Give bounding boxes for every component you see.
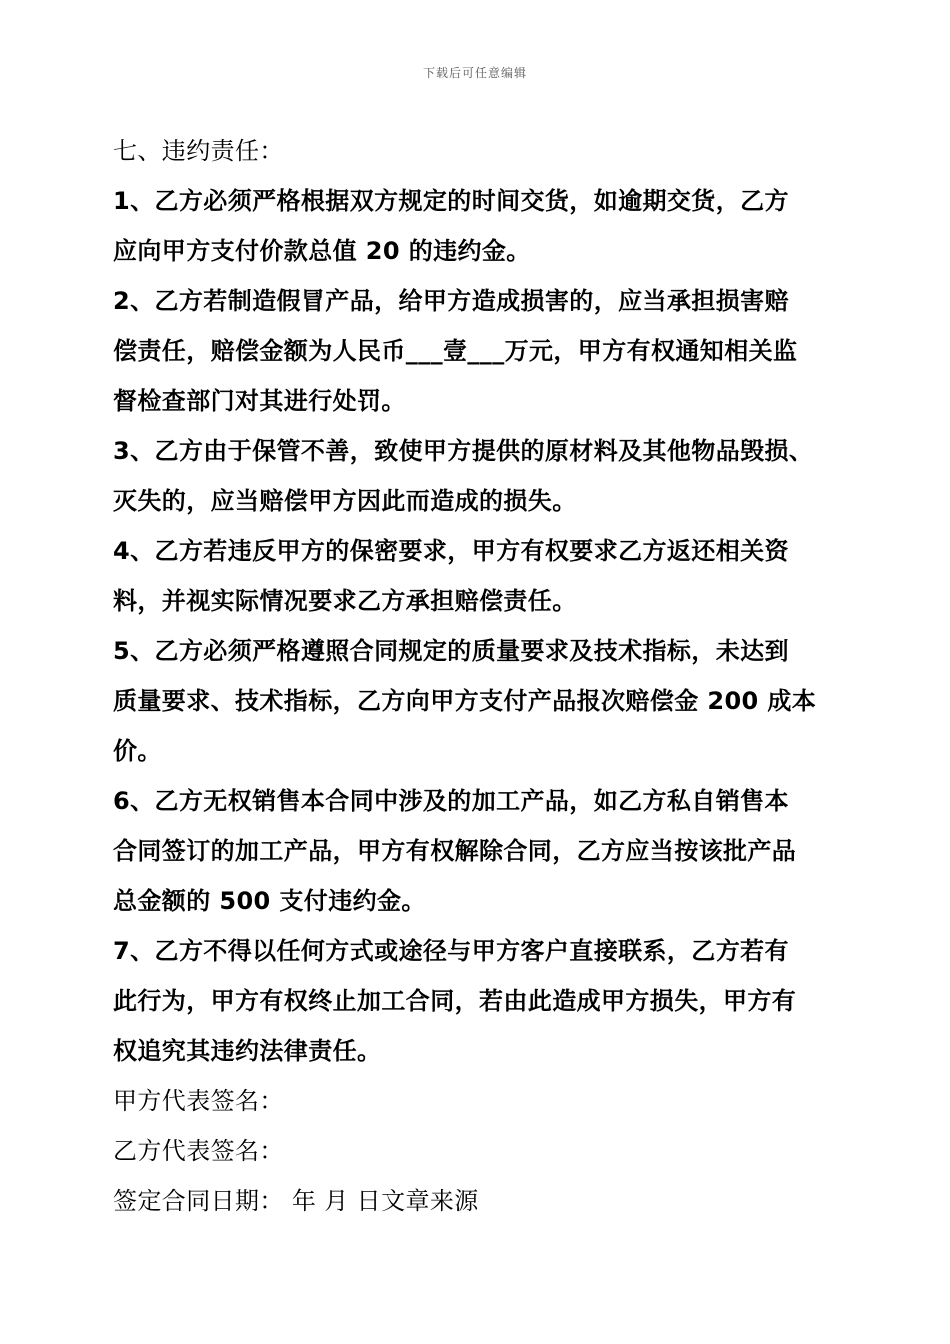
section-heading: 七、违约责任： — [113, 137, 284, 165]
party-b-signature: 乙方代表签名： — [113, 1137, 284, 1165]
clause-5-line-3: 价。 — [113, 737, 162, 765]
clause-2-line-2: 偿责任，赔偿金额为人民币___壹___万元，甲方有权通知相关监 — [113, 337, 798, 365]
clause-3-line-1: 3、乙方由于保管不善，致使甲方提供的原材料及其他物品毁损、 — [113, 437, 814, 465]
clause-6-line-3: 总金额的 500 支付违约金。 — [113, 887, 426, 915]
clause-3-line-2: 灭失的，应当赔偿甲方因此而造成的损失。 — [113, 487, 577, 515]
clause-7-line-1: 7、乙方不得以任何方式或途径与甲方客户直接联系，乙方若有 — [113, 937, 789, 965]
clause-4-line-2: 料，并视实际情况要求乙方承担赔偿责任。 — [113, 587, 577, 615]
clause-2-line-3: 督检查部门对其进行处罚。 — [113, 387, 406, 415]
clause-7-line-2: 此行为，甲方有权终止加工合同，若由此造成甲方损失，甲方有 — [113, 987, 797, 1015]
clause-5-line-1: 5、乙方必须严格遵照合同规定的质量要求及技术指标，未达到 — [113, 637, 789, 665]
clause-7-line-3: 权追究其违约法律责任。 — [113, 1037, 382, 1065]
contract-date: 签定合同日期： 年 月 日文章来源 — [113, 1187, 479, 1215]
clause-6-line-1: 6、乙方无权销售本合同中涉及的加工产品，如乙方私自销售本 — [113, 787, 789, 815]
clause-6-line-2: 合同签订的加工产品，甲方有权解除合同，乙方应当按该批产品 — [113, 837, 797, 865]
clause-1-line-1: 1、乙方必须严格根据双方规定的时间交货，如逾期交货，乙方 — [113, 187, 789, 215]
clause-5-line-2: 质量要求、技术指标，乙方向甲方支付产品报次赔偿金 200 成本 — [113, 687, 817, 715]
party-a-signature: 甲方代表签名： — [113, 1087, 284, 1115]
clause-4-line-1: 4、乙方若违反甲方的保密要求，甲方有权要求乙方返还相关资 — [113, 537, 789, 565]
header-note: 下载后可任意编辑 — [422, 66, 527, 80]
clause-1-line-2: 应向甲方支付价款总值 20 的违约金。 — [113, 237, 531, 265]
clause-2-line-1: 2、乙方若制造假冒产品，给甲方造成损害的，应当承担损害赔 — [113, 287, 789, 315]
contract-body — [113, 126, 853, 1226]
